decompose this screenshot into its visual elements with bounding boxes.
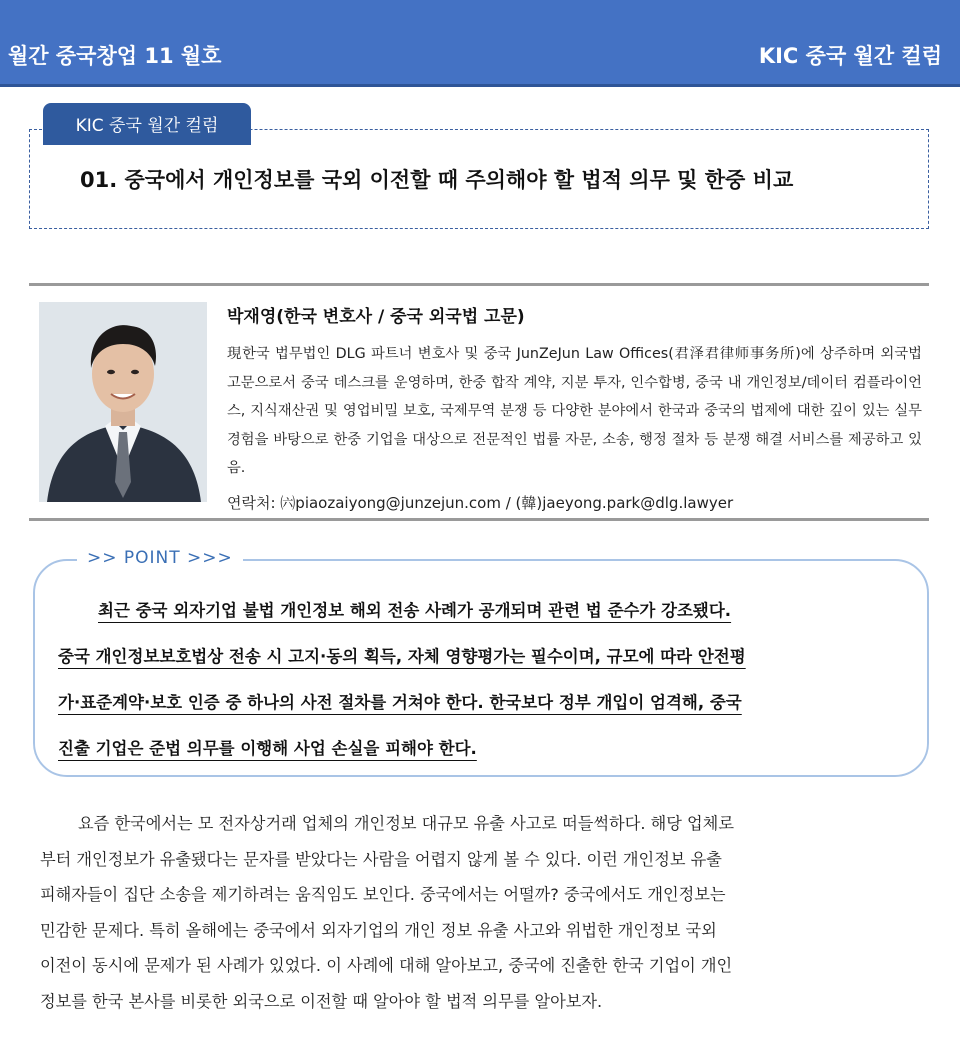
header-column-title: KIC 중국 월간 컬럼 <box>758 44 942 68</box>
body-line: 부터 개인정보가 유출됐다는 문자를 받았다는 사람을 어렵지 않게 볼 수 있다. 이런 개인정보 유출 <box>40 849 722 869</box>
body-line: 정보를 한국 본사를 비롯한 외국으로 이전할 때 알아야 할 법적 의무를 알아보자. <box>40 991 603 1011</box>
author-top-divider <box>29 283 929 286</box>
author-contact: 연락처: ㈥piaozaiyong@junzejun.com / (韓)jaeyong.park@dlg.lawyer <box>227 494 734 512</box>
column-tab: KIC 중국 월간 컬럼 <box>43 103 251 145</box>
point-label: >> POINT >>> <box>77 548 243 568</box>
body-line: 민감한 문제다. 특히 올해에는 중국에서 외자기업의 개인 정보 유출 사고와 위법한 개인정보 국외 <box>40 920 717 940</box>
author-photo <box>39 302 207 502</box>
article-body-paragraph <box>40 806 924 1019</box>
body-line: 이전이 동시에 문제가 된 사례가 있었다. 이 사례에 대해 알아보고, 중국에 진출한 한국 기업이 개인 <box>40 956 733 975</box>
article-title: 01. 중국에서 개인정보를 국외 이전할 때 주의해야 할 법적 의무 및 한중 비교 <box>80 168 794 192</box>
body-line: 요즘 한국에서는 모 전자상거래 업체의 개인정보 대규모 유출 사고로 떠들썩하다. 해당 업체로 <box>78 814 734 833</box>
header-issue-title: 월간 중국창업 11 월호 <box>8 44 222 68</box>
point-line: 가·표준계약·보호 인증 중 하나의 사전 절차를 거쳐야 한다. 한국보다 정부 개입이 엄격해, 중국 <box>58 693 742 712</box>
author-bottom-divider <box>29 518 929 521</box>
body-line: 피해자들이 집단 소송을 제기하려는 움직임도 보인다. 중국에서는 어떨까? 중국에서도 개인정보는 <box>40 885 726 904</box>
author-name: 박재영(한국 변호사 / 중국 외국법 고문) <box>227 307 525 327</box>
point-line: 중국 개인정보보호법상 전송 시 고지·동의 획득, 자체 영향평가는 필수이며, 규모에 따라 안전평 <box>58 647 746 666</box>
point-line: 최근 중국 외자기업 불법 개인정보 해외 전송 사례가 공개되며 관련 법 준수가 강조됐다. <box>98 601 732 620</box>
point-line: 진출 기업은 준법 의무를 이행해 사업 손실을 피해야 한다. <box>58 739 477 758</box>
author-bio: 現한국 법무법인 DLG 파트너 변호사 및 중국 JunZeJun Law Offices(君泽君律师事务所)에 상주하며 외국법 고문으로서 중국 데스크를 운영하며, 한중 합작 계약, 지분 투자, 인수합병, 중국 내 개인정보/데이터 컴플라이언스, 지식재산권 및 영업비밀 보호, 국제무역 분쟁 등 다양한 분야에서 한국과 중국의 법제에 대한 깊이 있는 실무 경험을 바탕으로 한중 기업을 대상으로 전문적인 법률 자문, 소송, 행정 절차 등 분쟁 해결 서비스를 제공하고 있음. <box>227 346 922 476</box>
author-portrait-image <box>39 302 207 502</box>
point-summary-text <box>58 588 906 772</box>
header-bar <box>0 0 960 87</box>
